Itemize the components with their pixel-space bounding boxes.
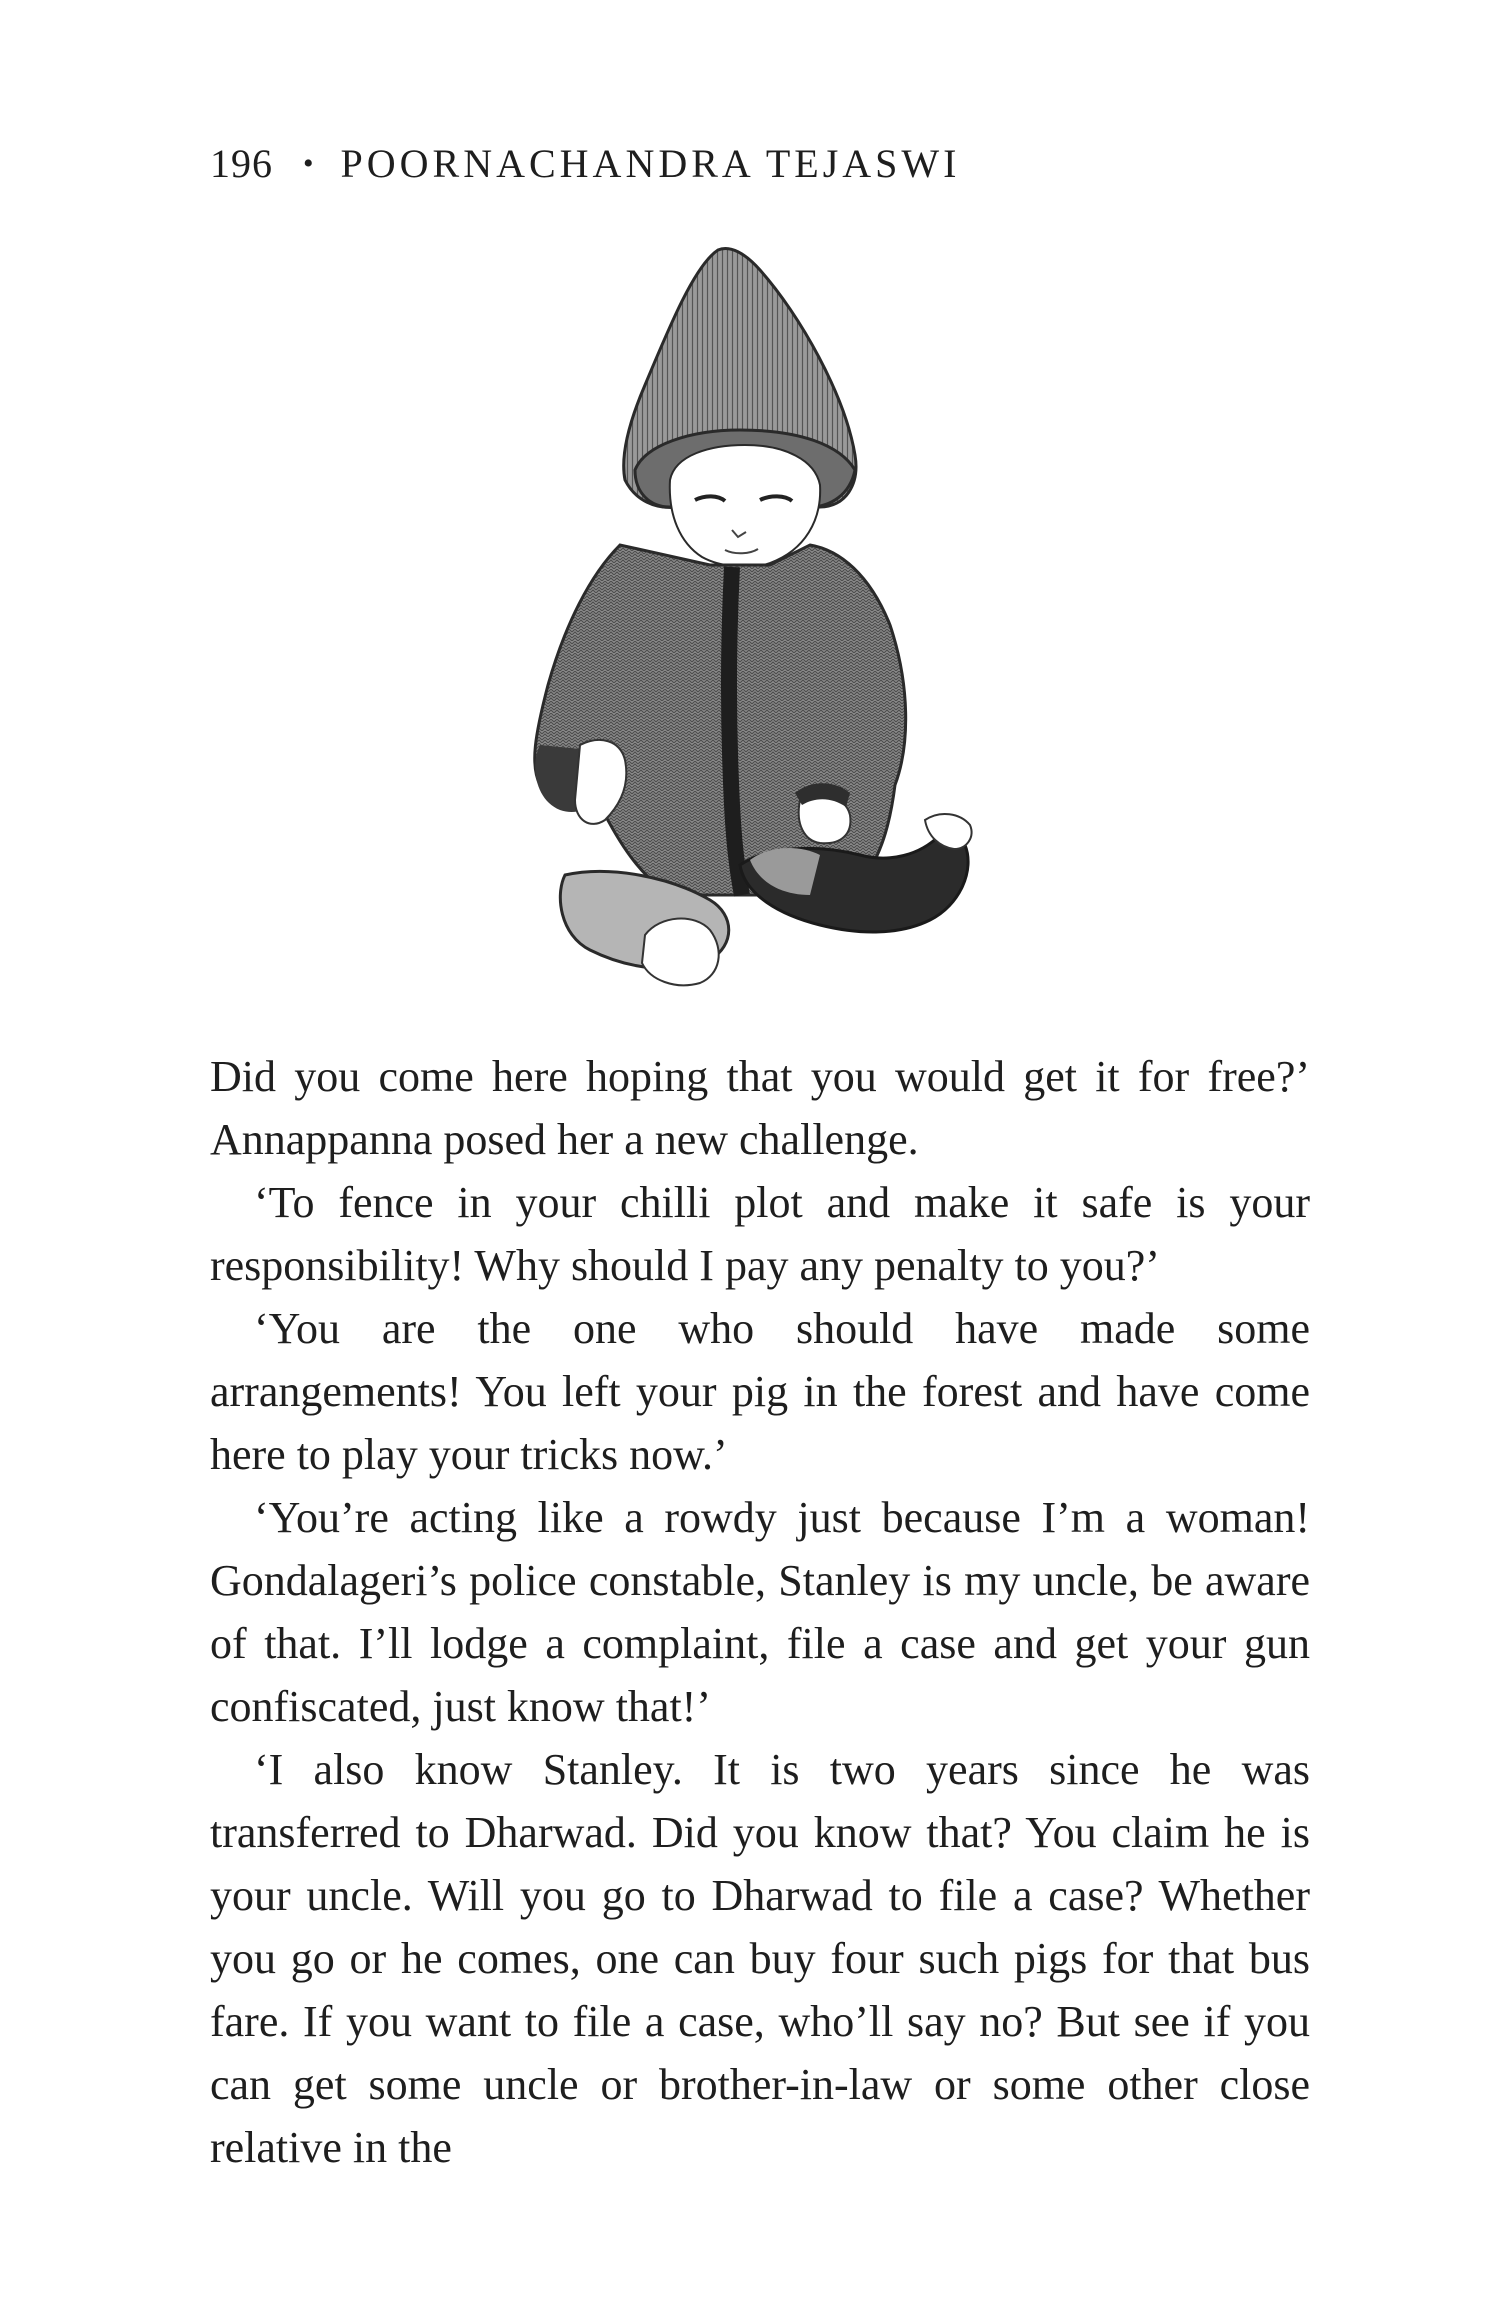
paragraph: ‘You are the one who should have made some arrangements! You left your pig in the forest and have come here to play your tricks now.’ [210, 1304, 1310, 1479]
header-separator: • [303, 147, 315, 180]
paragraph: ‘I also know Stanley. It is two years since he was transferred to Dharwad. Did you know that? You claim he is your uncle. Will you go to Dharwad to file a case? Whether you go or he comes, one can buy four such pigs for that bus fare. If you want to file a case, who’ll say no? But see if you can get some uncle or brother-in-law or some other close relative in the [210, 1745, 1310, 2172]
paragraph: ‘You’re acting like a rowdy just because I’m a woman! Gondalageri’s police constable, Stanley is my uncle, be aware of that. I’ll lodge a complaint, file a case and get your gun confiscated, just know that!’ [210, 1493, 1310, 1731]
paragraph: Did you come here hoping that you would get it for free?’ Annappanna posed her a new challenge. [210, 1052, 1310, 1164]
child-illustration-icon [470, 245, 1070, 1015]
running-header [210, 140, 961, 187]
paragraph: ‘To fence in your chilli plot and make it safe is your responsibility! Why should I pay any penalty to you?’ [210, 1178, 1310, 1290]
body-text [210, 1045, 1310, 2179]
author-name: POORNACHANDRA TEJASWI [340, 141, 961, 186]
page-number: 196 [210, 141, 273, 186]
